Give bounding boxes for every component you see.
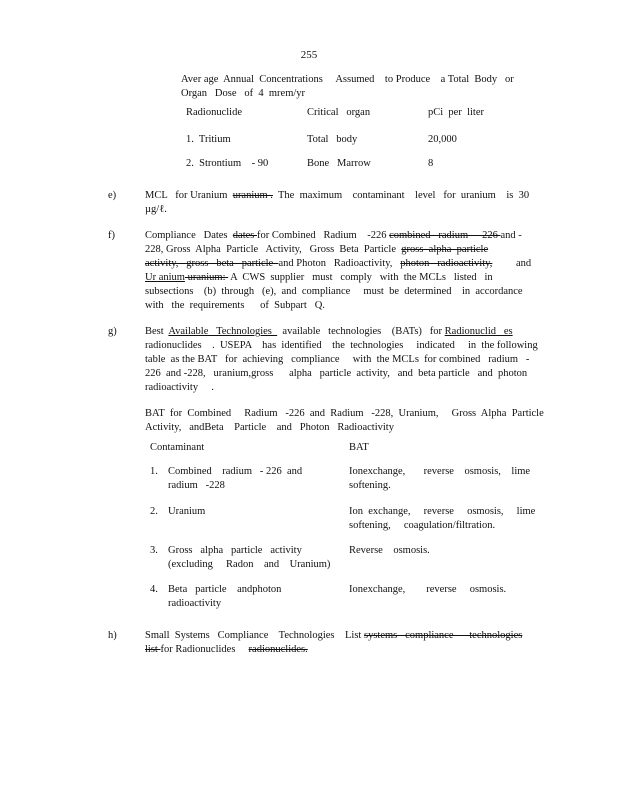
contaminant-cell: Beta particle andphoton	[168, 584, 282, 595]
contaminant-cell: (excluding Radon and Uranium)	[168, 559, 331, 570]
text: available technologies (BATs) for	[277, 326, 445, 337]
bat-cell: Reverse osmosis.	[349, 545, 430, 556]
col-header-bat: BAT	[349, 442, 369, 453]
text: 228, Gross Alpha Particle Activity, Gross Beta Particle	[145, 244, 402, 255]
text: Small Systems Compliance Technologies List	[145, 630, 364, 641]
table-cell: 20,000	[428, 134, 457, 145]
text: with the requirements of Subpart Q.	[145, 300, 325, 311]
text: and -	[500, 230, 522, 241]
strikethrough-text: gross alpha particle	[401, 244, 489, 255]
text: Compliance Dates	[145, 230, 233, 241]
text: radionuclides . USEPA has identified the technologies indicated in the following	[145, 340, 538, 351]
text: BAT for Combined Radium -226 and Radium -228, Uranium, Gross Alpha Particle	[145, 408, 544, 419]
contaminant-cell: radioactivity	[168, 598, 222, 609]
contaminant-cell: radium -228	[168, 480, 225, 491]
strikethrough-text: dates	[232, 230, 257, 241]
text: radioactivity .	[145, 382, 214, 393]
bat-cell: softening.	[349, 480, 391, 491]
item-marker-h: h)	[108, 630, 117, 641]
paragraph-g	[145, 325, 538, 395]
paragraph-h	[145, 629, 535, 657]
row-number: 3.	[150, 545, 158, 556]
strikethrough-text: photon radioactivity,	[400, 258, 493, 269]
row-number: 4.	[150, 584, 158, 595]
text: 226 and -228, uranium,gross alpha particle activity, and beta particle and photon	[145, 368, 528, 379]
bat-subheading	[145, 407, 544, 435]
col-header-critical-organ: Critical organ	[307, 107, 371, 118]
contaminant-cell: Gross alpha particle activity	[168, 545, 302, 556]
table-cell: Bone Marrow	[307, 158, 371, 169]
text: for Combined Radium -226	[256, 230, 390, 241]
bat-cell: Ion exchange, reverse osmosis, lime	[349, 506, 536, 517]
item-marker-f: f)	[108, 230, 115, 241]
strikethrough-text: combined radium -226	[389, 230, 501, 241]
text: table as the BAT for achieving compliance with the MCLs for combined radium -	[145, 354, 530, 365]
item-marker-g: g)	[108, 326, 117, 337]
bat-cell: Ionexchange, reverse osmosis, lime	[349, 466, 531, 477]
text: The maximum contaminant level for uranium is 30	[272, 190, 530, 201]
table-cell: 1. Tritium	[186, 134, 231, 145]
contaminant-cell: Uranium	[168, 506, 206, 517]
text: and Photon Radioactivity,	[278, 258, 401, 269]
col-header-pci: pCi per liter	[428, 107, 484, 118]
strikethrough-text: uranium:	[184, 272, 229, 283]
col-header-contaminant: Contaminant	[150, 442, 205, 453]
text: Activity, andBeta Particle and Photon Radioactivity	[145, 422, 394, 433]
text: µg/ℓ.	[145, 204, 167, 215]
text: and	[492, 258, 532, 269]
text: MCL for Uranium	[145, 190, 233, 201]
contaminant-cell: Combined radium - 226 and	[168, 466, 303, 477]
row-number: 1.	[150, 466, 158, 477]
text: subsections (b) through (e), and compliance must be determined in accordance	[145, 286, 523, 297]
paragraph-e	[145, 189, 535, 217]
page-number: 255	[300, 49, 318, 61]
row-number: 2.	[150, 506, 158, 517]
text: A CWS supplier must comply with the MCLs listed in	[228, 272, 493, 283]
underlined-text: Radionuclid es	[444, 326, 513, 337]
concentration-table	[186, 106, 526, 176]
strikethrough-text: systems compliance technologies	[363, 630, 523, 641]
paragraph-f	[145, 229, 535, 313]
item-marker-e: e)	[108, 190, 117, 201]
bat-cell: Ionexchange, reverse osmosis.	[349, 584, 507, 595]
col-header-radionuclide: Radionuclide	[186, 107, 242, 118]
table-cell: 2. Strontium - 90	[186, 158, 269, 169]
table-cell: Total body	[307, 134, 358, 145]
bat-cell: softening, coagulation/filtration.	[349, 520, 496, 531]
strikethrough-text: radionuclides.	[248, 644, 308, 655]
underlined-text: Available Technologies	[168, 326, 278, 337]
strikethrough-text: list	[145, 644, 161, 655]
intro-heading	[181, 73, 521, 101]
text: for Radionuclides	[160, 644, 249, 655]
intro-line-2: Organ Dose of 4 mrem/yr	[181, 88, 306, 99]
underlined-text: Ur anium	[145, 272, 185, 283]
text: Best	[145, 326, 169, 337]
table-cell: 8	[428, 158, 434, 169]
bat-table	[150, 441, 535, 621]
strikethrough-text: uranium .	[232, 190, 273, 201]
strikethrough-text: activity, gross beta particle	[145, 258, 279, 269]
intro-line-1: Aver age Annual Concentrations Assumed to Produce a Total Body or	[181, 74, 514, 85]
